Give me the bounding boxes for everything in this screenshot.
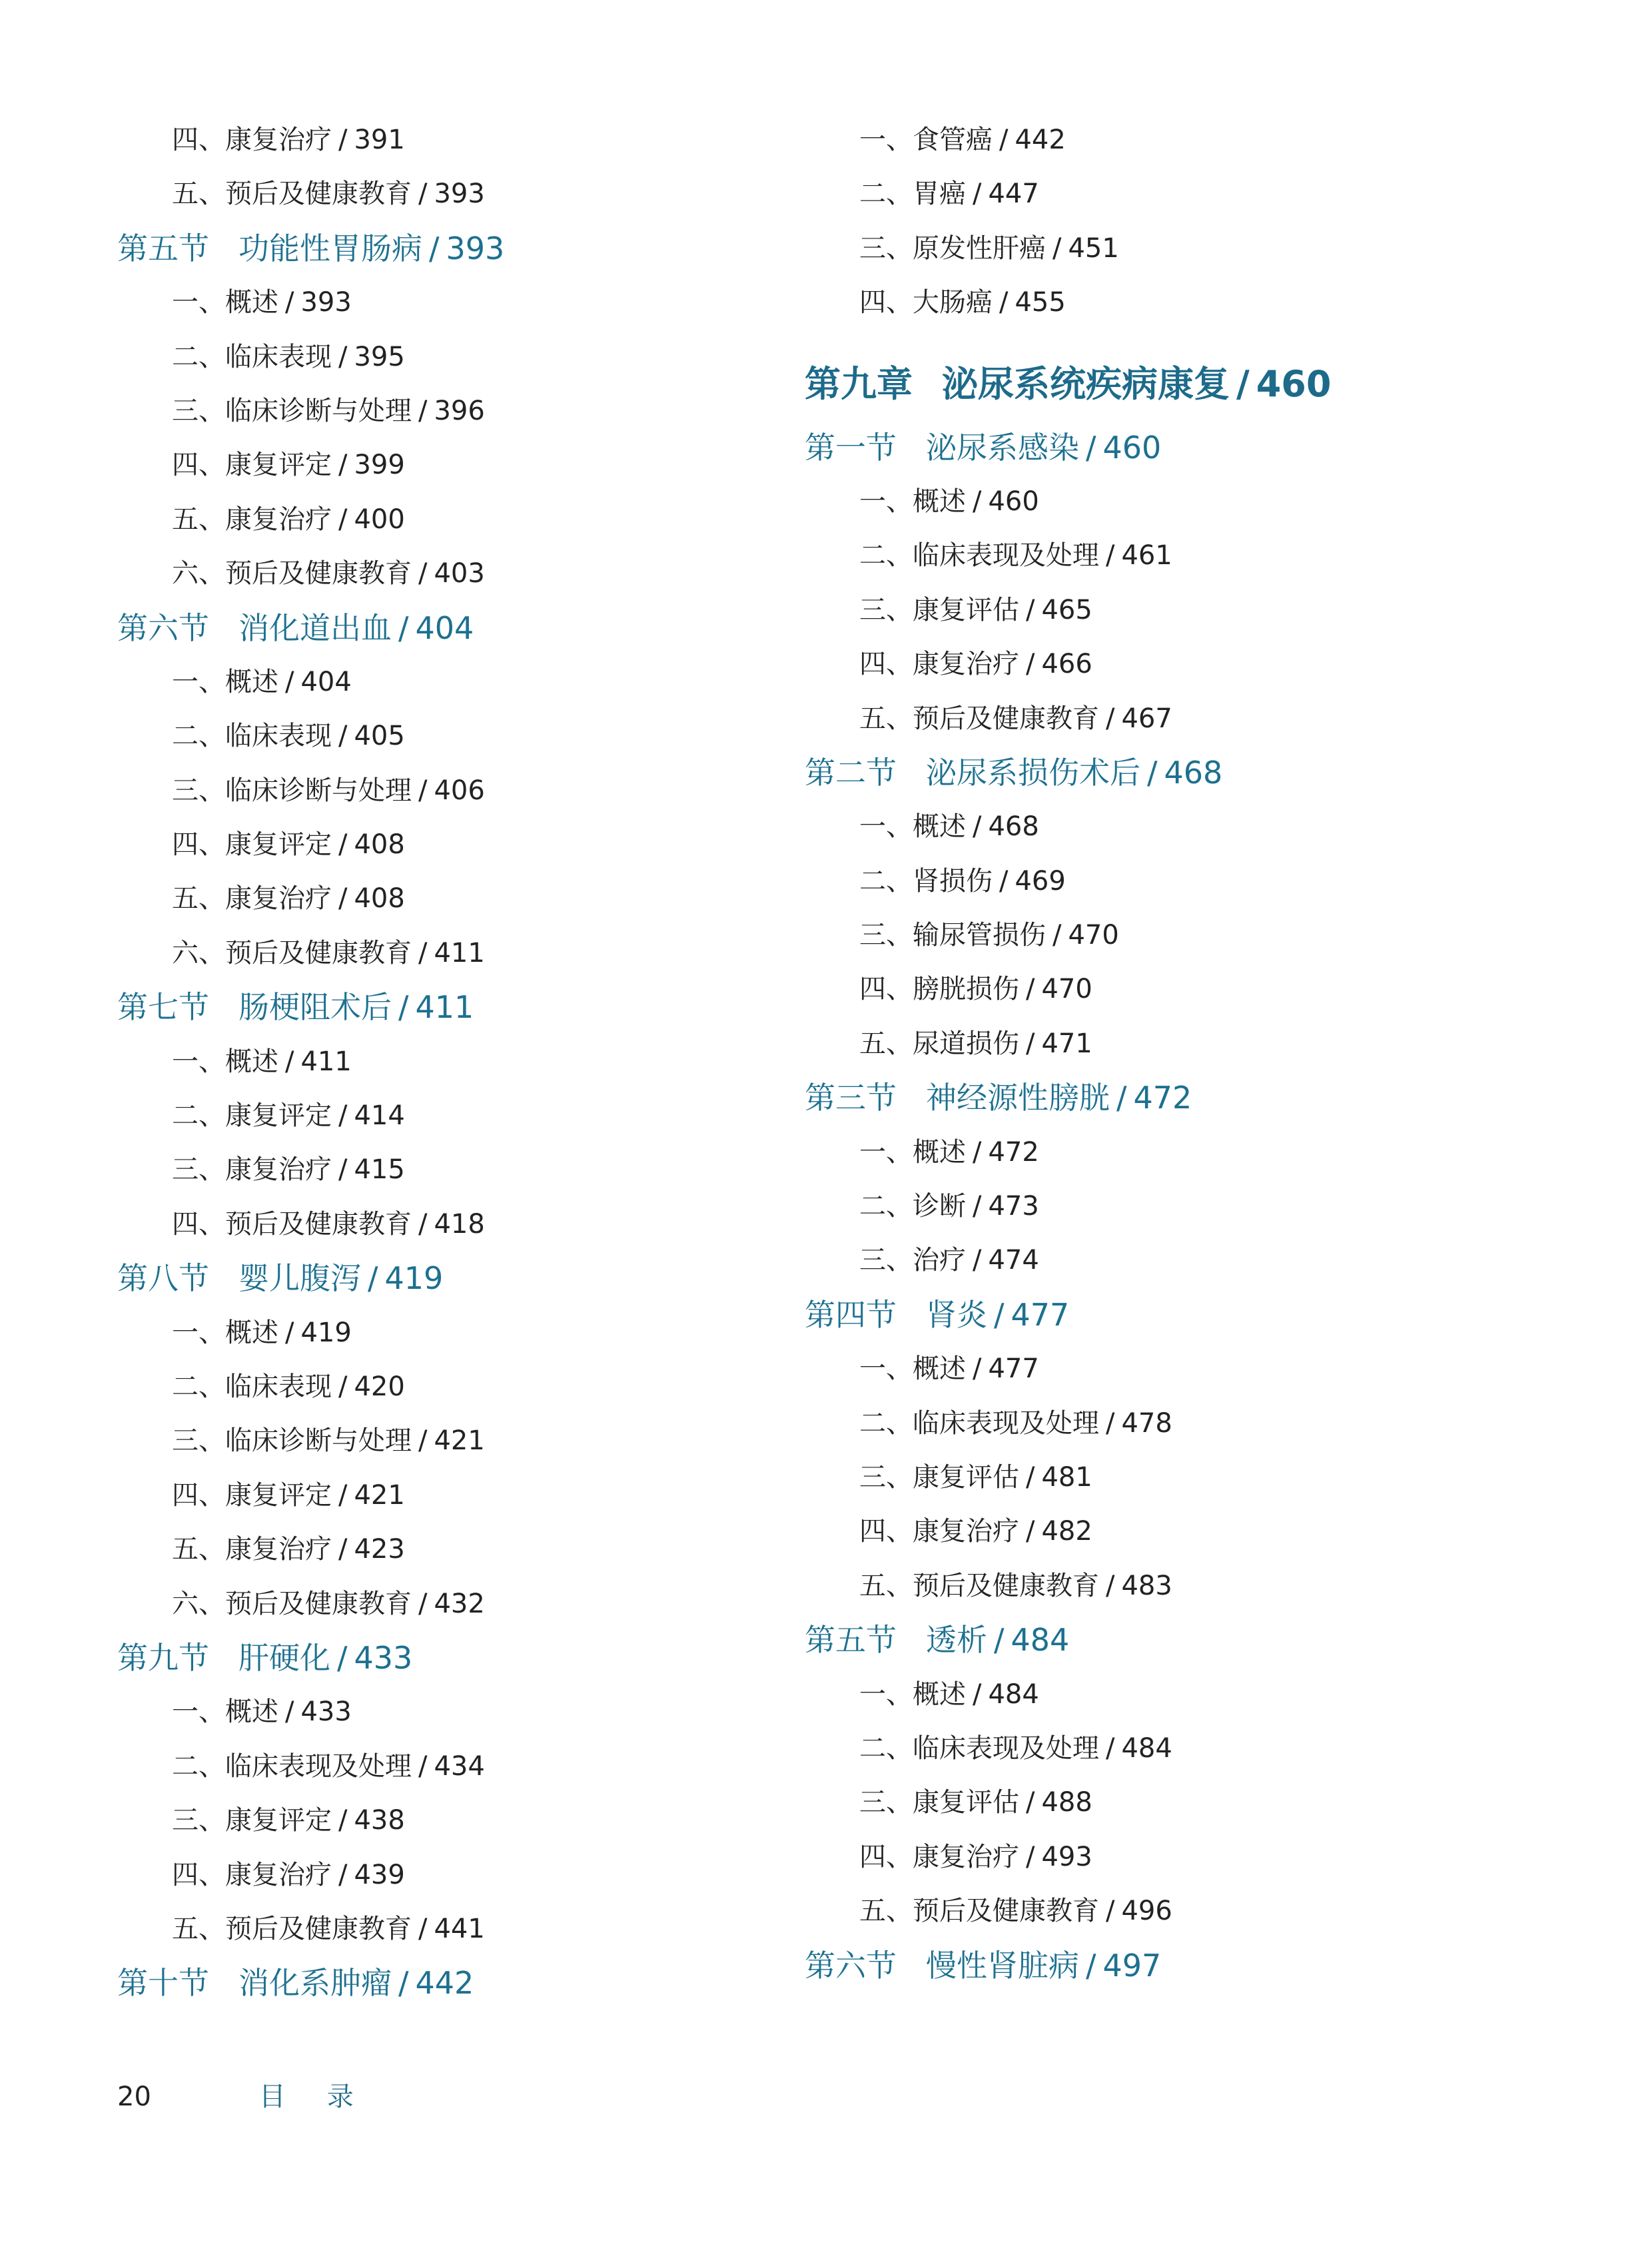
section-number: 第六节 <box>805 1947 897 1984</box>
page-separator: / <box>1106 1570 1115 1601</box>
page-separator: / <box>338 883 348 915</box>
chapter-number: 第九章 <box>805 362 913 405</box>
toc-item-label: 六、预后及健康教育 <box>172 558 412 589</box>
toc-item[interactable] <box>805 1017 1537 1071</box>
toc-item-label: 三、康复治疗 <box>172 1154 332 1186</box>
toc-item-label: 三、临床诊断与处理 <box>172 775 412 806</box>
page-separator: / <box>1086 1947 1096 1984</box>
toc-item[interactable] <box>117 1035 783 1089</box>
toc-item[interactable] <box>805 167 1537 221</box>
toc-item-label: 二、临床表现 <box>172 1371 332 1402</box>
toc-item-label: 五、尿道损伤 <box>859 1028 1019 1059</box>
toc-item[interactable] <box>805 583 1537 637</box>
page-number: 484 <box>988 1679 1039 1710</box>
page-separator: / <box>1116 1080 1127 1116</box>
toc-item-label: 二、胃癌 <box>859 179 966 210</box>
page-number: 391 <box>354 125 405 155</box>
toc-item-label: 二、康复评定 <box>172 1100 332 1132</box>
page-number: 403 <box>434 558 485 589</box>
toc-item[interactable] <box>805 1505 1537 1559</box>
section-number: 第二节 <box>805 754 897 791</box>
toc-item-label: 五、康复治疗 <box>172 1534 332 1565</box>
page-number: 471 <box>1041 1028 1092 1059</box>
section-number: 第七节 <box>117 989 209 1026</box>
page-separator: / <box>973 1679 982 1710</box>
page-number: 423 <box>354 1534 405 1565</box>
toc-item-label: 一、概述 <box>859 1136 966 1168</box>
page-number: 438 <box>354 1805 405 1836</box>
toc-item[interactable] <box>805 475 1537 529</box>
page-number: 404 <box>415 609 474 646</box>
toc-item[interactable] <box>117 818 783 872</box>
toc-item[interactable] <box>117 1089 783 1143</box>
page-number: 434 <box>434 1750 485 1782</box>
page-footer <box>117 2077 395 2117</box>
toc-item-label: 四、康复评定 <box>172 450 332 481</box>
page-separator: / <box>1026 649 1035 680</box>
page-separator: / <box>1052 920 1062 951</box>
toc-section[interactable] <box>805 421 1537 475</box>
toc-item[interactable] <box>117 1740 783 1794</box>
toc-item-label: 一、概述 <box>859 1679 966 1710</box>
toc-item-label: 三、输尿管损伤 <box>859 920 1046 951</box>
page-number: 496 <box>1121 1896 1172 1927</box>
toc-section[interactable] <box>805 1939 1537 1993</box>
section-title: 功能性胃肠病 <box>238 230 422 266</box>
page-separator: / <box>1147 754 1158 791</box>
page-number: 411 <box>415 989 474 1026</box>
page-separator: / <box>999 125 1009 155</box>
section-number: 第四节 <box>805 1296 897 1333</box>
page-separator: / <box>1026 1787 1035 1818</box>
page-separator: / <box>338 450 348 481</box>
page-separator: / <box>1236 362 1250 405</box>
section-number: 第八节 <box>117 1260 209 1297</box>
toc-item[interactable] <box>117 1577 783 1631</box>
toc-section[interactable] <box>117 1956 783 2010</box>
page-separator: / <box>1106 703 1115 734</box>
page-separator: / <box>999 287 1009 318</box>
page-separator: / <box>285 1696 294 1728</box>
toc-item[interactable] <box>117 709 783 763</box>
page-number: 418 <box>434 1208 485 1240</box>
page-separator: / <box>338 125 348 155</box>
page-separator: / <box>418 558 428 589</box>
toc-item-label: 三、原发性肝癌 <box>859 232 1046 264</box>
page-separator: / <box>429 230 440 266</box>
toc-item-label: 三、临床诊断与处理 <box>172 395 412 426</box>
section-title: 肝硬化 <box>238 1639 330 1676</box>
toc-item-label: 一、概述 <box>172 1046 278 1077</box>
page-separator: / <box>1026 1516 1035 1547</box>
toc-right-column <box>805 113 1537 1993</box>
toc-item[interactable] <box>117 1848 783 1902</box>
toc-item[interactable] <box>117 276 783 330</box>
page-number: 393 <box>434 179 485 210</box>
page-number: 447 <box>988 179 1039 210</box>
toc-item-label: 四、康复评定 <box>172 829 332 861</box>
toc-item[interactable] <box>805 800 1537 854</box>
page-number: 466 <box>1041 649 1092 680</box>
section-title: 消化系肿瘤 <box>238 1965 392 2002</box>
toc-section[interactable] <box>117 1631 783 1685</box>
page-number: 393 <box>446 230 505 266</box>
page-separator: / <box>338 829 348 861</box>
section-title: 泌尿系损伤术后 <box>926 754 1140 791</box>
page-number: 395 <box>354 341 405 372</box>
toc-item[interactable] <box>805 1180 1537 1234</box>
toc-item-label: 五、康复治疗 <box>172 883 332 915</box>
section-title: 肾炎 <box>926 1296 987 1333</box>
section-number: 第十节 <box>117 1965 209 2002</box>
toc-item[interactable] <box>805 1342 1537 1396</box>
page-separator: / <box>418 179 428 210</box>
page-separator: / <box>285 1046 294 1077</box>
toc-item[interactable] <box>805 1559 1537 1613</box>
toc-item-label: 五、预后及健康教育 <box>859 1570 1099 1601</box>
toc-item[interactable] <box>117 655 783 709</box>
page-number: 408 <box>354 883 405 915</box>
page-number: 468 <box>988 811 1039 843</box>
toc-item[interactable] <box>805 276 1537 330</box>
page-number: 405 <box>354 721 405 752</box>
page-number: 419 <box>384 1260 444 1297</box>
page-separator: / <box>338 504 348 535</box>
page-separator: / <box>285 1317 294 1348</box>
page-number: 493 <box>1041 1841 1092 1872</box>
page-number: 421 <box>434 1425 485 1457</box>
page-separator: / <box>418 395 428 426</box>
toc-item-label: 一、概述 <box>172 287 278 318</box>
page-separator: / <box>398 989 409 1026</box>
page-separator: / <box>973 1353 982 1385</box>
toc-item[interactable] <box>117 113 783 167</box>
toc-item-label: 一、概述 <box>172 1317 278 1348</box>
toc-left-column <box>117 113 783 2011</box>
section-number: 第三节 <box>805 1080 897 1116</box>
toc-section[interactable] <box>117 222 783 276</box>
page-number: 472 <box>1133 1080 1192 1116</box>
toc-item-label: 二、肾损伤 <box>859 865 993 897</box>
page-number: 451 <box>1068 232 1119 264</box>
toc-section[interactable] <box>117 1252 783 1306</box>
toc-item[interactable] <box>805 909 1537 962</box>
toc-item-label: 三、临床诊断与处理 <box>172 1425 412 1457</box>
page-number: 460 <box>1102 429 1162 466</box>
section-title: 神经源性膀胱 <box>926 1080 1110 1116</box>
toc-item[interactable] <box>805 855 1537 909</box>
toc-item-label: 四、康复治疗 <box>859 1516 1019 1547</box>
section-number: 第五节 <box>117 230 209 266</box>
section-title: 婴儿腹泻 <box>238 1260 361 1297</box>
page-number: 411 <box>300 1046 352 1077</box>
page-number: 468 <box>1164 754 1223 791</box>
page-number: 411 <box>434 937 485 968</box>
section-title: 消化道出血 <box>238 609 392 646</box>
page-separator: / <box>338 721 348 752</box>
footer-page-number: 20 <box>117 2081 151 2112</box>
page-number: 484 <box>1011 1622 1070 1659</box>
page-number: 497 <box>1102 1947 1162 1984</box>
toc-item-label: 三、治疗 <box>859 1245 966 1276</box>
page-separator: / <box>973 1245 982 1276</box>
page-separator: / <box>1026 1461 1035 1493</box>
toc-item-label: 六、预后及健康教育 <box>172 1588 412 1619</box>
page-separator: / <box>418 775 428 806</box>
toc-item[interactable] <box>117 1685 783 1739</box>
page-number: 399 <box>354 450 405 481</box>
page-number: 483 <box>1121 1570 1172 1601</box>
toc-item[interactable] <box>117 927 783 980</box>
toc-item[interactable] <box>805 1234 1537 1288</box>
toc-item-label: 三、康复评估 <box>859 594 1019 625</box>
page-number: 419 <box>300 1317 352 1348</box>
toc-item-label: 三、康复评估 <box>859 1461 1019 1493</box>
toc-item-label: 一、概述 <box>859 1353 966 1385</box>
page-number: 467 <box>1121 703 1172 734</box>
toc-item[interactable] <box>805 222 1537 276</box>
page-number: 433 <box>300 1696 352 1728</box>
page-separator: / <box>418 1208 428 1240</box>
page-separator: / <box>338 1100 348 1132</box>
toc-item-label: 四、膀胱损伤 <box>859 974 1019 1005</box>
page-number: 442 <box>1015 125 1066 155</box>
page-separator: / <box>338 1479 348 1511</box>
toc-item[interactable] <box>805 1722 1537 1776</box>
toc-item[interactable] <box>117 1902 783 1956</box>
page-number: 482 <box>1041 1516 1092 1547</box>
page-number: 478 <box>1121 1407 1172 1439</box>
page-number: 406 <box>434 775 485 806</box>
section-title: 慢性肾脏病 <box>926 1947 1079 1984</box>
page-separator: / <box>338 341 348 372</box>
page-number: 420 <box>354 1371 405 1402</box>
page-number: 473 <box>988 1191 1039 1222</box>
toc-item[interactable] <box>117 1469 783 1523</box>
toc-item[interactable] <box>805 1830 1537 1884</box>
toc-section[interactable] <box>805 1613 1537 1667</box>
page-separator: / <box>1026 974 1035 1005</box>
page-number: 481 <box>1041 1461 1092 1493</box>
toc-item-label: 四、康复治疗 <box>859 649 1019 680</box>
toc-item-label: 五、预后及健康教育 <box>172 1913 412 1944</box>
page-separator: / <box>973 1136 982 1168</box>
page-number: 415 <box>354 1154 405 1186</box>
page-number: 484 <box>1121 1732 1172 1764</box>
toc-section[interactable] <box>805 746 1537 800</box>
toc-item[interactable] <box>117 547 783 601</box>
toc-item[interactable] <box>117 1143 783 1197</box>
page-number: 441 <box>434 1913 485 1944</box>
page-separator: / <box>338 1805 348 1836</box>
toc-item[interactable] <box>117 1523 783 1577</box>
page-separator: / <box>1086 429 1096 466</box>
toc-item-label: 四、康复治疗 <box>172 1859 332 1890</box>
page-number: 433 <box>354 1639 413 1676</box>
toc-item-label: 三、康复评定 <box>172 1805 332 1836</box>
page-separator: / <box>973 486 982 517</box>
toc-item-label: 四、康复治疗 <box>859 1841 1019 1872</box>
toc-item[interactable] <box>805 1884 1537 1938</box>
page-number: 414 <box>354 1100 405 1132</box>
page-number: 461 <box>1121 540 1172 571</box>
toc-item[interactable] <box>117 1360 783 1414</box>
toc-item-label: 五、康复治疗 <box>172 504 332 535</box>
page-separator: / <box>1026 1028 1035 1059</box>
toc-item-label: 四、大肠癌 <box>859 287 993 318</box>
page-separator: / <box>1026 594 1035 625</box>
page-separator: / <box>285 287 294 318</box>
toc-item[interactable] <box>117 1414 783 1468</box>
toc-item[interactable] <box>805 1126 1537 1180</box>
page-separator: / <box>1026 1841 1035 1872</box>
toc-item[interactable] <box>117 1794 783 1848</box>
toc-item-label: 五、预后及健康教育 <box>859 703 1099 734</box>
section-title: 透析 <box>926 1622 987 1659</box>
toc-item-label: 二、临床表现 <box>172 721 332 752</box>
toc-chapter[interactable] <box>805 341 1537 421</box>
section-number: 第六节 <box>117 609 209 646</box>
toc-item-label: 四、康复评定 <box>172 1479 332 1511</box>
page-number: 439 <box>354 1859 405 1890</box>
section-title: 泌尿系感染 <box>926 429 1079 466</box>
toc-item[interactable] <box>117 493 783 547</box>
toc-item-label: 三、康复评估 <box>859 1787 1019 1818</box>
toc-item-label: 一、概述 <box>859 811 966 843</box>
page-number: 404 <box>300 666 352 697</box>
page-separator: / <box>338 1371 348 1402</box>
page-separator: / <box>1052 232 1062 264</box>
page-number: 465 <box>1041 594 1092 625</box>
toc-item-label: 二、诊断 <box>859 1191 966 1222</box>
page-separator: / <box>285 666 294 697</box>
toc-item-label: 二、临床表现及处理 <box>859 1732 1099 1764</box>
toc-item-label: 二、临床表现及处理 <box>172 1750 412 1782</box>
toc-item[interactable] <box>805 529 1537 583</box>
page-separator: / <box>1106 1732 1115 1764</box>
page-separator: / <box>1106 1407 1115 1439</box>
toc-item-label: 一、概述 <box>859 486 966 517</box>
section-number: 第五节 <box>805 1622 897 1659</box>
toc-item[interactable] <box>117 330 783 384</box>
toc-item[interactable] <box>117 1306 783 1360</box>
page-separator: / <box>973 811 982 843</box>
page-separator: / <box>973 179 982 210</box>
page-separator: / <box>418 1588 428 1619</box>
page-separator: / <box>418 1425 428 1457</box>
toc-item[interactable] <box>805 692 1537 746</box>
page-separator: / <box>1106 1896 1115 1927</box>
toc-item-label: 一、概述 <box>172 1696 278 1728</box>
page-number: 469 <box>1015 865 1066 897</box>
toc-item[interactable] <box>117 167 783 221</box>
toc-item[interactable] <box>805 1397 1537 1451</box>
toc-item-label: 二、临床表现 <box>172 341 332 372</box>
toc-item[interactable] <box>805 1451 1537 1505</box>
page-number: 460 <box>988 486 1039 517</box>
page-number: 474 <box>988 1245 1039 1276</box>
toc-item-label: 一、食管癌 <box>859 125 993 155</box>
footer-label: 目录 <box>258 2081 395 2112</box>
toc-item-label: 四、康复治疗 <box>172 125 332 155</box>
page-number: 393 <box>300 287 352 318</box>
toc-item[interactable] <box>117 384 783 438</box>
toc-item[interactable] <box>117 872 783 926</box>
toc-section[interactable] <box>805 1288 1537 1342</box>
page-number: 442 <box>415 1965 474 2002</box>
page-separator: / <box>1106 540 1115 571</box>
toc-item-label: 一、概述 <box>172 666 278 697</box>
toc-item[interactable] <box>805 637 1537 691</box>
toc-item[interactable] <box>805 113 1537 167</box>
section-title: 肠梗阻术后 <box>238 989 392 1026</box>
page-number: 488 <box>1041 1787 1092 1818</box>
page-separator: / <box>338 1859 348 1890</box>
chapter-title: 泌尿系统疾病康复 <box>942 362 1230 405</box>
page-number: 477 <box>988 1353 1039 1385</box>
page-separator: / <box>398 609 409 646</box>
page-number: 432 <box>434 1588 485 1619</box>
page-separator: / <box>338 1534 348 1565</box>
section-number: 第九节 <box>117 1639 209 1676</box>
page-separator: / <box>999 865 1009 897</box>
page-number: 396 <box>434 395 485 426</box>
page-separator: / <box>994 1622 1005 1659</box>
page-number: 472 <box>988 1136 1039 1168</box>
toc-item-label: 六、预后及健康教育 <box>172 937 412 968</box>
page-separator: / <box>368 1260 378 1297</box>
page-separator: / <box>418 1750 428 1782</box>
toc-item-label: 二、临床表现及处理 <box>859 1407 1099 1439</box>
page-number: 408 <box>354 829 405 861</box>
page-number: 477 <box>1011 1296 1070 1333</box>
page-separator: / <box>973 1191 982 1222</box>
page-number: 470 <box>1068 920 1119 951</box>
page-separator: / <box>398 1965 409 2002</box>
toc-item-label: 四、预后及健康教育 <box>172 1208 412 1240</box>
section-number: 第一节 <box>805 429 897 466</box>
page-separator: / <box>418 937 428 968</box>
toc-section[interactable] <box>117 601 783 655</box>
toc-section[interactable] <box>805 1071 1537 1125</box>
toc-item[interactable] <box>805 962 1537 1016</box>
page-number: 400 <box>354 504 405 535</box>
toc-item-label: 五、预后及健康教育 <box>859 1896 1099 1927</box>
page-separator: / <box>994 1296 1005 1333</box>
toc-item[interactable] <box>117 438 783 492</box>
page-number: 460 <box>1256 362 1332 405</box>
toc-item-label: 二、临床表现及处理 <box>859 540 1099 571</box>
page-separator: / <box>337 1639 348 1676</box>
page-number: 455 <box>1015 287 1066 318</box>
toc-item[interactable] <box>117 1198 783 1252</box>
toc-item-label: 五、预后及健康教育 <box>172 179 412 210</box>
page-number: 421 <box>354 1479 405 1511</box>
toc-section[interactable] <box>117 980 783 1034</box>
page-number: 470 <box>1041 974 1092 1005</box>
page-separator: / <box>418 1913 428 1944</box>
toc-item[interactable] <box>117 764 783 818</box>
toc-item[interactable] <box>805 1776 1537 1830</box>
toc-item[interactable] <box>805 1668 1537 1722</box>
page-separator: / <box>338 1154 348 1186</box>
